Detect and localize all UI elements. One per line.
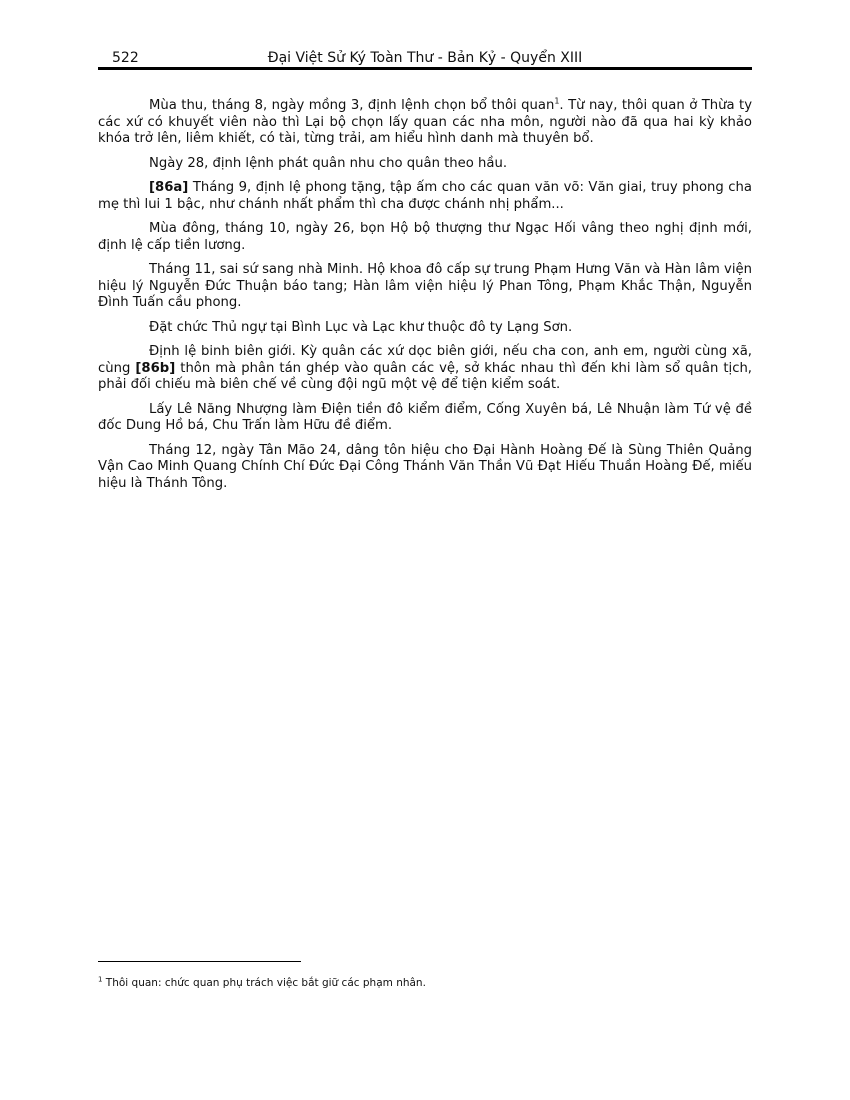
running-title: Đại Việt Sử Ký Toàn Thư - Bản Kỷ - Quyển XIII xyxy=(267,50,583,66)
paragraph-text: Ngày 28, định lệnh phát quân nhu cho quân theo hầu. xyxy=(149,155,508,171)
paragraph xyxy=(98,180,752,213)
paragraph-text: Định lệ binh biên giới. Kỳ quân các xứ dọc biên giới, nếu cha con, anh em, người cùng xã, cùng xyxy=(98,344,752,376)
paragraph xyxy=(98,262,752,312)
paragraph-text: Tháng 11, sai sứ sang nhà Minh. Hộ khoa đô cấp sự trung Phạm Hưng Văn và Hàn lâm viện hiệu lý Nguyễn Đức Thuận báo tang; Hàn lâm viện hiệu lý Phan Tông, Phạm Khắc Thận, Nguyễn Đình Tuấn cầu phong. xyxy=(98,262,752,310)
footnote-rule xyxy=(98,961,301,962)
paragraph xyxy=(98,344,752,394)
footnote-number: 1 xyxy=(98,975,103,984)
paragraph xyxy=(98,443,752,493)
paragraph xyxy=(98,221,752,254)
page-number: 522 xyxy=(112,50,139,66)
paragraph-text: Tháng 9, định lệ phong tặng, tập ấm cho các quan văn võ: Văn giai, truy phong cha mẹ thì lui 1 bậc, như chánh nhất phẩm thì cha được chánh nhị phẩm... xyxy=(98,180,752,212)
page-marker: [86b] xyxy=(135,360,176,376)
paragraph-text: Đặt chức Thủ ngự tại Bình Lục và Lạc khư thuộc đô ty Lạng Sơn. xyxy=(149,319,573,335)
footnote xyxy=(98,977,426,989)
paragraph-text: thôn mà phân tán ghép vào quân các vệ, sở khác nhau thì đến khi làm sổ quân tịch, phải đối chiếu mà biên chế về cùng đội ngũ một vệ để tiện kiểm soát. xyxy=(98,360,752,392)
paragraph xyxy=(98,402,752,435)
paragraph xyxy=(98,156,752,173)
footnote-reference[interactable]: 1 xyxy=(554,96,560,106)
paragraph-text: Mùa đông, tháng 10, ngày 26, bọn Hộ bộ thượng thư Ngạc Hối vâng theo nghị định mới, định lệ cấp tiền lương. xyxy=(98,221,752,253)
paragraph xyxy=(98,320,752,337)
footnote-text: Thôi quan: chức quan phụ trách việc bắt giữ các phạm nhân. xyxy=(102,977,426,989)
body-text xyxy=(98,98,752,500)
page-marker: [86a] xyxy=(149,180,189,195)
paragraph-text: Mùa thu, tháng 8, ngày mồng 3, định lệnh chọn bổ thôi quan xyxy=(149,98,555,113)
paragraph xyxy=(98,98,752,148)
page-header xyxy=(98,49,752,68)
paragraph-text: Lấy Lê Năng Nhượng làm Điện tiền đô kiểm điểm, Cống Xuyên bá, Lê Nhuận làm Tứ vệ đề đốc Dung Hồ bá, Chu Trấn làm Hữu đề điểm. xyxy=(98,401,752,433)
header-rule xyxy=(98,67,752,70)
paragraph-text: . Từ nay, thôi quan ở Thừa ty các xứ có khuyết viên nào thì Lại bộ chọn lấy quan các nha môn, người nào đã qua hai kỳ khảo khóa trở lên, liêm khiết, có tài, từng trải, am hiểu hình danh mà thuyên bổ. xyxy=(98,98,753,146)
paragraph-text: Tháng 12, ngày Tân Mão 24, dâng tôn hiệu cho Đại Hành Hoàng Đế là Sùng Thiên Quảng Vận Cao Minh Quang Chính Chí Đức Đại Công Thánh Văn Thần Vũ Đạt Hiếu Thuần Hoàng Đế, miếu hiệu là Thánh Tông. xyxy=(98,442,752,491)
